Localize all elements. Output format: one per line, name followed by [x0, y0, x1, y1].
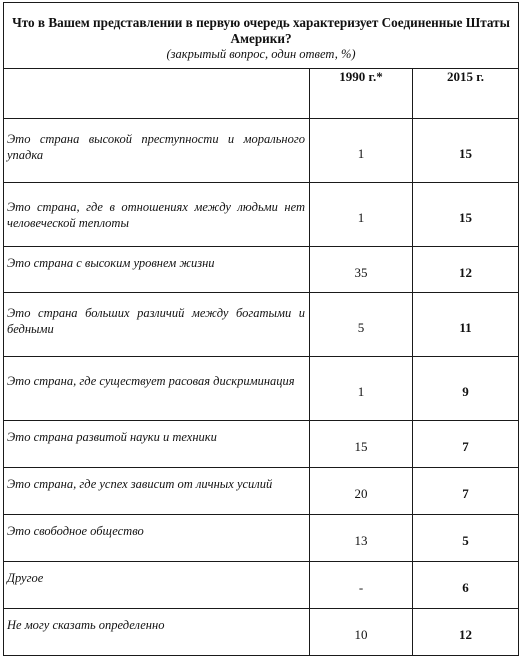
table-row [4, 421, 519, 468]
table-row [4, 468, 519, 515]
value-1990: 20 [310, 468, 413, 515]
title-cell [4, 3, 519, 69]
table-row [4, 609, 519, 656]
value-1990: 1 [310, 357, 413, 421]
table-row [4, 357, 519, 421]
value-1990: 35 [310, 247, 413, 293]
table-row [4, 293, 519, 357]
value-1990: 5 [310, 293, 413, 357]
table-title: Что в Вашем представлении в первую очередь характеризует Соединенные Штаты Америки? [12, 15, 510, 46]
header-1990: 1990 г.* [310, 69, 413, 119]
value-2015: 12 [413, 247, 519, 293]
row-label: Это свободное общество [4, 515, 310, 562]
value-2015: 7 [413, 421, 519, 468]
row-label: Не могу сказать определенно [4, 609, 310, 656]
value-2015: 15 [413, 183, 519, 247]
row-label: Это страна с высоким уровнем жизни [4, 247, 310, 293]
table-subtitle: (закрытый вопрос, один ответ, %) [166, 47, 356, 61]
survey-table [3, 2, 519, 656]
value-1990: - [310, 562, 413, 609]
value-2015: 5 [413, 515, 519, 562]
table-row [4, 183, 519, 247]
row-label: Это страна развитой науки и техники [4, 421, 310, 468]
table-row [4, 515, 519, 562]
table-row [4, 562, 519, 609]
value-1990: 10 [310, 609, 413, 656]
value-2015: 15 [413, 119, 519, 183]
row-label: Это страна больших различий между богатыми и бедными [4, 293, 310, 357]
value-2015: 11 [413, 293, 519, 357]
title-row [4, 3, 519, 69]
header-empty-cell [4, 69, 310, 119]
row-label: Это страна, где успех зависит от личных усилий [4, 468, 310, 515]
value-1990: 15 [310, 421, 413, 468]
table-row [4, 247, 519, 293]
value-1990: 13 [310, 515, 413, 562]
row-label: Это страна, где в отношениях между людьми нет человеческой теплоты [4, 183, 310, 247]
row-label: Это страна, где существует расовая дискриминация [4, 357, 310, 421]
value-2015: 6 [413, 562, 519, 609]
header-row [4, 69, 519, 119]
value-2015: 9 [413, 357, 519, 421]
value-1990: 1 [310, 119, 413, 183]
row-label: Это страна высокой преступности и морального упадка [4, 119, 310, 183]
value-1990: 1 [310, 183, 413, 247]
value-2015: 12 [413, 609, 519, 656]
table-row [4, 119, 519, 183]
header-2015: 2015 г. [413, 69, 519, 119]
row-label: Другое [4, 562, 310, 609]
value-2015: 7 [413, 468, 519, 515]
